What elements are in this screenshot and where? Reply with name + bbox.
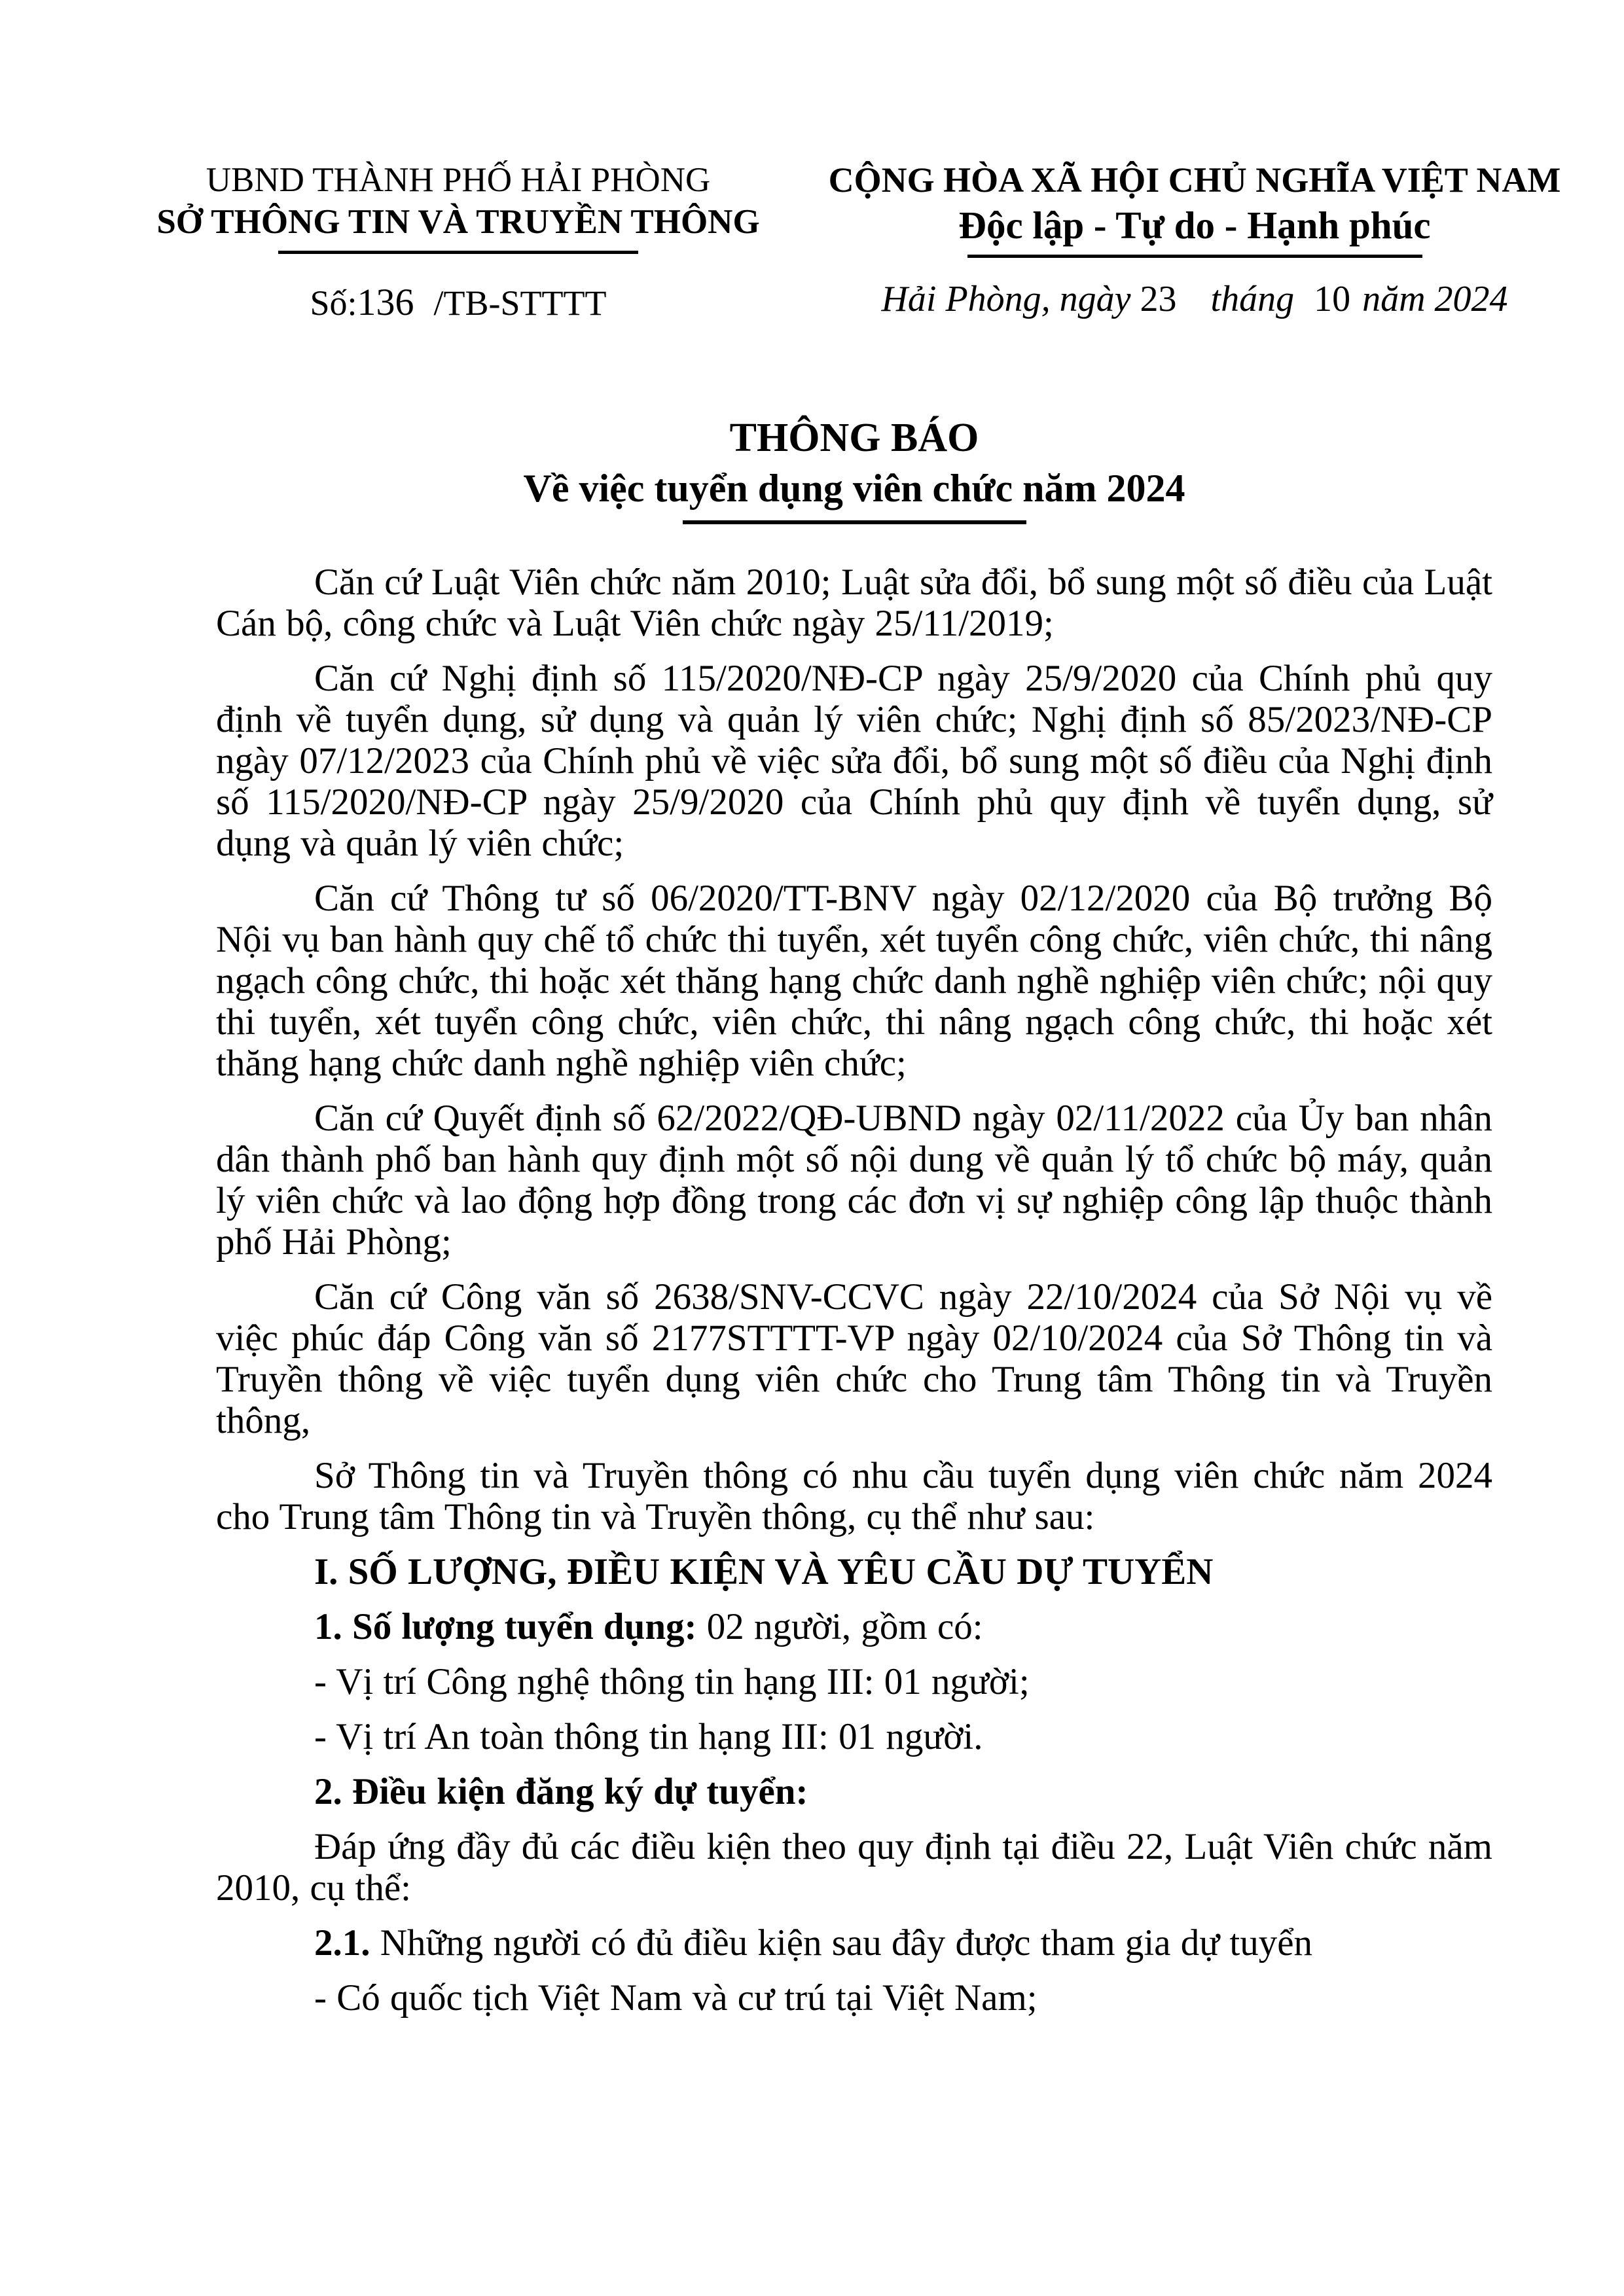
document-number-line (147, 281, 769, 324)
section-heading (216, 1771, 1492, 1812)
paragraph (216, 878, 1492, 1084)
paragraph-text: - Có quốc tịch Việt Nam và cư trú tại Việt Nam; (314, 1977, 1038, 2018)
list-item (216, 1716, 1492, 1757)
paragraph-lead: 2. Điều kiện đăng ký dự tuyển: (314, 1771, 808, 1812)
place-date-line (818, 278, 1571, 321)
paragraph-text: Những người có đủ điều kiện sau đây được tham gia dự tuyển (370, 1922, 1313, 1964)
date-day: 23 (1140, 279, 1177, 319)
paragraph (216, 1276, 1492, 1441)
date-year: năm 2024 (1362, 279, 1508, 319)
paragraph-text: - Vị trí Công nghệ thông tin hạng III: 01 người; (314, 1661, 1030, 1702)
paragraph-lead: 2.1. (314, 1922, 370, 1964)
paragraph (216, 658, 1492, 864)
paragraph (216, 1606, 1492, 1647)
date-month: 10 (1314, 279, 1351, 319)
document-type-title: THÔNG BÁO (729, 416, 979, 460)
national-motto: Độc lập - Tự do - Hạnh phúc (958, 204, 1431, 247)
date-prefix: Hải Phòng, ngày (881, 279, 1131, 319)
org-name-rule (278, 251, 638, 254)
header-national-motto (818, 159, 1571, 321)
motto-rule (967, 255, 1422, 258)
paragraph (216, 1098, 1492, 1263)
paragraph-text: Căn cứ Quyết định số 62/2022/QĐ-UBND ngày 02/11/2022 của Ủy ban nhân dân thành phố ban hành quy định một số nội dung về quản lý tổ chức bộ máy, quản lý viên chức và lao động hợp đồng trong các đơn vị sự nghiệp công lập thuộc thành phố Hải Phòng; (216, 1098, 1492, 1263)
document-number-value: 136 (357, 281, 414, 323)
title-rule (683, 520, 1026, 524)
paragraph-text: 02 người, gồm có: (696, 1606, 983, 1647)
list-item (216, 1977, 1492, 2018)
national-title: CỘNG HÒA XÃ HỘI CHỦ NGHĨA VIỆT NAM (828, 160, 1561, 200)
issuing-org-name: SỞ THÔNG TIN VÀ TRUYỀN THÔNG (156, 203, 760, 241)
paragraph-text: Căn cứ Nghị định số 115/2020/NĐ-CP ngày 25/9/2020 của Chính phủ quy định về tuyển dụng, sử dụng và quản lý viên chức; Nghị định số 85/2023/NĐ-CP ngày 07/12/2023 của Chính phủ về việc sửa đổi, bổ sung một số điều của Nghị định số 115/2020/NĐ-CP ngày 25/9/2020 của Chính phủ quy định về tuyển dụng, sử dụng và quản lý viên chức; (216, 658, 1492, 864)
paragraph (216, 1826, 1492, 1909)
paragraph-lead: 1. Số lượng tuyển dụng: (314, 1606, 697, 1647)
document-body (216, 562, 1492, 2032)
parent-org-name: UBND THÀNH PHỐ HẢI PHÒNG (206, 161, 711, 199)
document-number-label: Số: (310, 283, 357, 323)
section-heading (216, 1551, 1492, 1592)
paragraph (216, 1922, 1492, 1964)
document-title-block (216, 414, 1492, 524)
paragraph-text: Căn cứ Công văn số 2638/SNV-CCVC ngày 22/10/2024 của Sở Nội vụ về việc phúc đáp Công văn số 2177STTTT-VP ngày 02/10/2024 của Sở Thông tin và Truyền thông về việc tuyển dụng viên chức cho Trung tâm Thông tin và Truyền thông, (216, 1276, 1492, 1441)
header-issuing-org (147, 159, 769, 324)
document-number-suffix: /TB-STTTT (433, 283, 607, 323)
paragraph-text: Sở Thông tin và Truyền thông có nhu cầu tuyển dụng viên chức năm 2024 cho Trung tâm Thông tin và Truyền thông, cụ thể như sau: (216, 1455, 1492, 1537)
date-month-label: tháng (1210, 279, 1295, 319)
paragraph (216, 1455, 1492, 1537)
paragraph-text: Căn cứ Thông tư số 06/2020/TT-BNV ngày 02/12/2020 của Bộ trưởng Bộ Nội vụ ban hành quy chế tổ chức thi tuyển, xét tuyển công chức, viên chức, thi nâng ngạch công chức, thi hoặc xét thăng hạng chức danh nghề nghiệp viên chức; nội quy thi tuyển, xét tuyển công chức, viên chức, thi nâng ngạch công chức, thi hoặc xét thăng hạng chức danh nghề nghiệp viên chức; (216, 878, 1492, 1084)
list-item (216, 1661, 1492, 1702)
paragraph-text: Căn cứ Luật Viên chức năm 2010; Luật sửa đổi, bổ sung một số điều của Luật Cán bộ, công chức và Luật Viên chức ngày 25/11/2019; (216, 562, 1492, 644)
paragraph-text: - Vị trí An toàn thông tin hạng III: 01 người. (314, 1716, 983, 1757)
paragraph-text: Đáp ứng đầy đủ các điều kiện theo quy định tại điều 22, Luật Viên chức năm 2010, cụ thể: (216, 1826, 1492, 1909)
paragraph-lead: I. SỐ LƯỢNG, ĐIỀU KIỆN VÀ YÊU CẦU DỰ TUYỂN (314, 1551, 1214, 1592)
paragraph (216, 562, 1492, 644)
document-subject-title: Về việc tuyển dụng viên chức năm 2024 (523, 467, 1185, 510)
